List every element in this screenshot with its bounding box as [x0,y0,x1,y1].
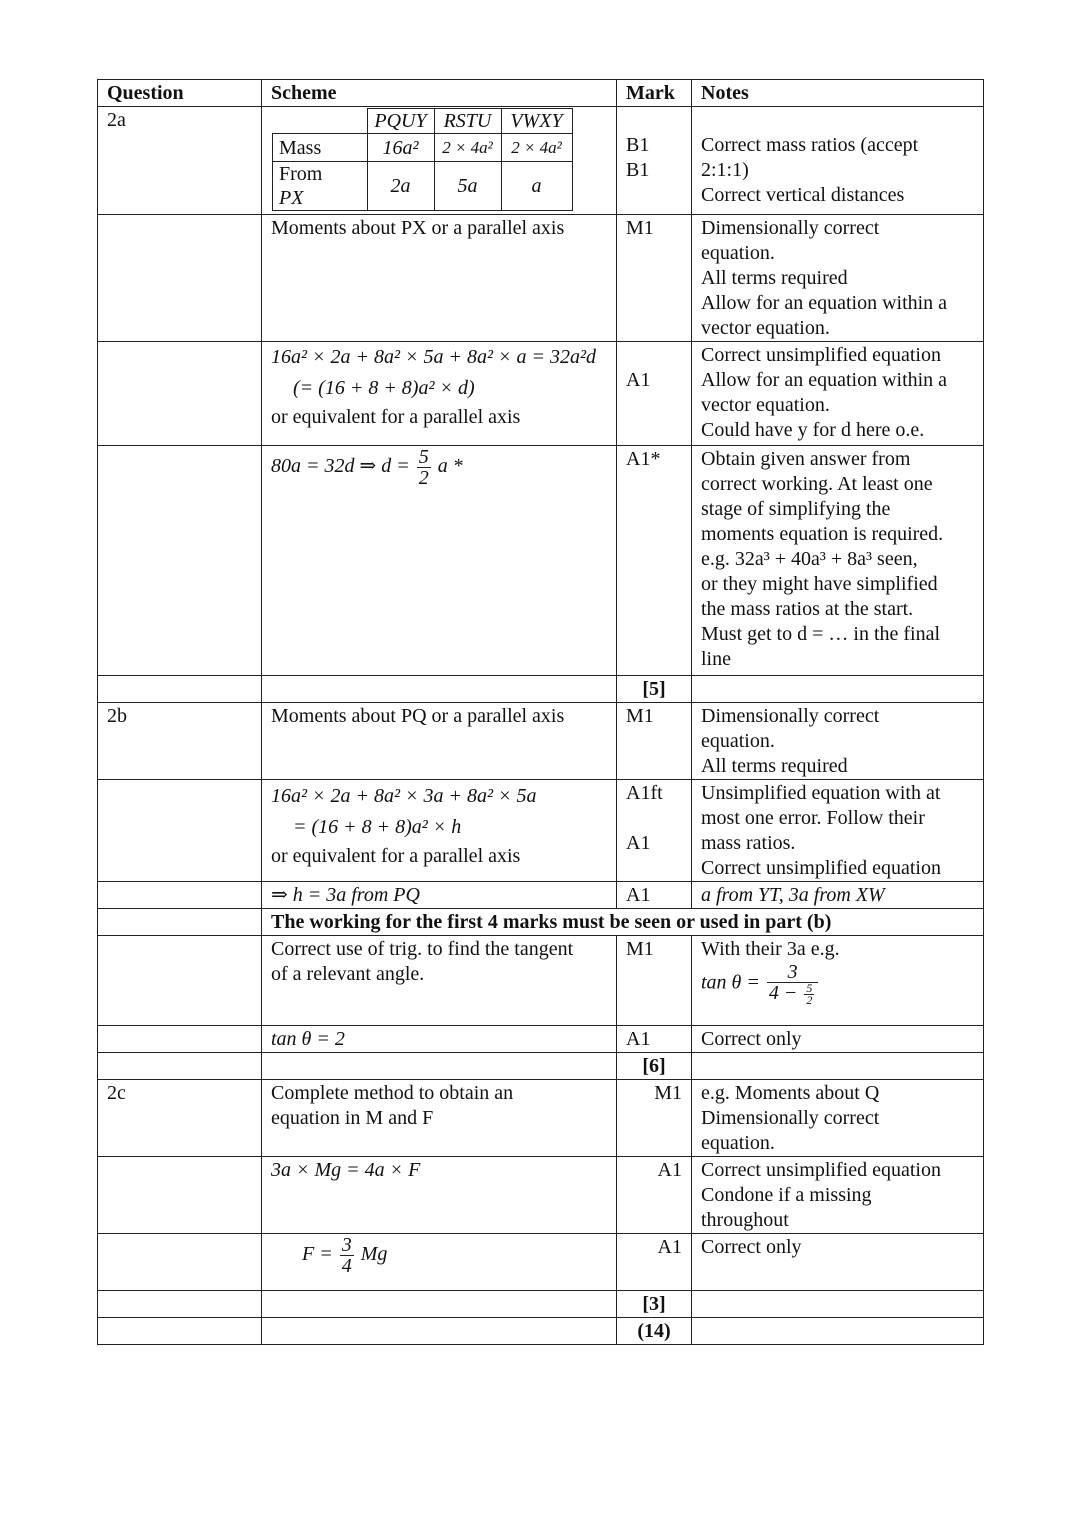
notes-cell: Dimensionally correct equation. All terms required Allow for an equation within a vector equation. [692,215,984,342]
table-row [98,215,984,342]
table-row [98,107,984,215]
scheme-cell: 80a = 32d ⇒ d = $\frac{5}{2}$ a * [262,446,617,676]
mark-cell: A1 [617,882,692,909]
table-row [98,1157,984,1234]
total-row [98,1053,984,1080]
mark-cell: A1ft A1 [617,780,692,882]
mass-table-col: PQUY [367,109,434,134]
notes-cell: Correct only [692,1026,984,1053]
total-row [98,676,984,703]
mark-cell: A1 [617,1234,692,1291]
notes-cell: With their 3a e.g. tan θ = 3 4 − $\frac{5}{2}$ [692,936,984,1026]
mark-cell: M1 [617,703,692,780]
mark-cell: B1 B1 [617,107,692,215]
mass-table [272,108,573,211]
fraction: 3 4 − $\frac{5}{2}$ [767,962,819,1006]
mass-value: 2 × 4a² [501,134,572,162]
distance-label: From PX [273,162,368,211]
fraction: $\frac{5}{2}$ [418,446,429,489]
mass-label: Mass [273,134,368,162]
mark-scheme-table [97,79,984,1345]
header-row [98,80,984,107]
distance-value: 5a [434,162,501,211]
scheme-cell: tan θ = 2 [262,1026,617,1053]
scheme-cell: 3a × Mg = 4a × F [262,1157,617,1234]
scheme-cell: Moments about PX or a parallel axis [262,215,617,342]
header-mark: Mark [617,80,692,107]
mark-cell: A1 [617,1026,692,1053]
notes-cell: Unsimplified equation with at most one error. Follow their mass ratios. Correct unsimplified equation [692,780,984,882]
scheme-cell: Moments about PQ or a parallel axis [262,703,617,780]
mass-value: 16a² [367,134,434,162]
scheme-cell: 16a² × 2a + 8a² × 5a + 8a² × a = 32a²d (= (16 + 8 + 8)a² × d) or equivalent for a parallel axis [262,342,617,446]
header-question: Question [98,80,262,107]
mark-cell: A1* [617,446,692,676]
scheme-cell: 16a² × 2a + 8a² × 3a + 8a² × 5a = (16 + 8 + 8)a² × h or equivalent for a parallel axis [262,780,617,882]
distance-value: 2a [367,162,434,211]
mark-cell: A1 [617,1157,692,1234]
working-note: The working for the first 4 marks must be seen or used in part (b) [262,909,984,936]
scheme-cell: Complete method to obtain an equation in M and F [262,1080,617,1157]
table-row [98,703,984,780]
notes-cell: Correct only [692,1234,984,1291]
total-mark: [5] [617,676,692,703]
total-mark: [3] [617,1291,692,1318]
table-row [98,1234,984,1291]
notes-cell: Correct mass ratios (accept 2:1:1) Correct vertical distances [692,107,984,215]
notes-cell: Correct unsimplified equation Allow for an equation within a vector equation. Could have y for d here o.e. [692,342,984,446]
mark-cell: M1 [617,215,692,342]
notes-cell: e.g. Moments about Q Dimensionally correct equation. [692,1080,984,1157]
total-mark: [6] [617,1053,692,1080]
question-label: 2b [98,703,262,780]
mass-table-col: RSTU [434,109,501,134]
question-label: 2a [98,107,262,215]
table-row [98,342,984,446]
table-row [98,446,984,676]
scheme-cell [262,107,617,215]
notes-cell: Obtain given answer from correct working. At least one stage of simplifying the moments equation is required. e.g. 32a³ + 40a³ + 8a³ seen, or they might have simplified the mass ratios at the start. Must get to d = … in the final line [692,446,984,676]
header-scheme: Scheme [262,80,617,107]
table-row [98,936,984,1026]
table-row [98,780,984,882]
mass-table-col: VWXY [501,109,572,134]
distance-value: a [501,162,572,211]
scheme-cell: ⇒ h = 3a from PQ [262,882,617,909]
notes-cell: Dimensionally correct equation. All terms required [692,703,984,780]
mark-cell: M1 [617,1080,692,1157]
table-row [98,882,984,909]
mass-value: 2 × 4a² [434,134,501,162]
question-label: 2c [98,1080,262,1157]
mark-cell: M1 [617,936,692,1026]
scheme-cell: Correct use of trig. to find the tangent of a relevant angle. [262,936,617,1026]
grand-total-mark: (14) [617,1318,692,1345]
notes-cell: a from YT, 3a from XW [692,882,984,909]
fraction: $\frac{3}{4}$ [341,1234,352,1277]
total-row [98,1291,984,1318]
notes-cell: Correct unsimplified equation Condone if a missing throughout [692,1157,984,1234]
grand-total-row [98,1318,984,1345]
table-row [98,909,984,936]
header-notes: Notes [692,80,984,107]
table-row [98,1026,984,1053]
table-row [98,1080,984,1157]
scheme-cell: F = $\frac{3}{4}$ Mg [262,1234,617,1291]
mark-cell: A1 [617,342,692,446]
